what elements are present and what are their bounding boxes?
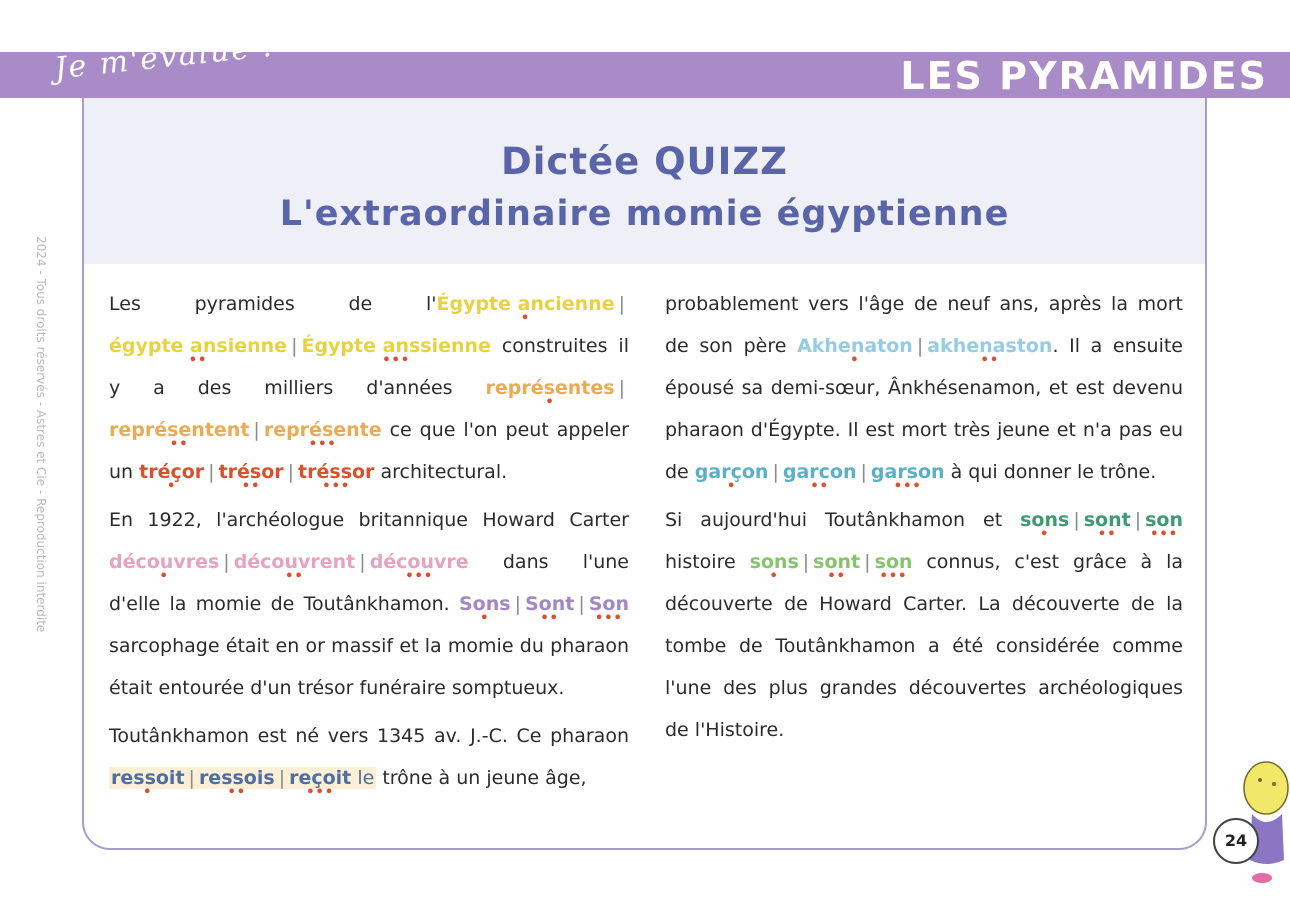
- option-sons3-1[interactable]: sons •: [749, 551, 799, 584]
- dot-marker: ••: [169, 436, 189, 452]
- text-run: à qui donner le trône.: [944, 461, 1157, 483]
- dot-marker: •: [850, 352, 860, 368]
- highlighted-options: [109, 767, 376, 800]
- dot-marker: •: [545, 394, 555, 410]
- dot-marker: •: [726, 478, 737, 494]
- dot-marker: •••: [382, 352, 411, 368]
- quiz-subtitle: L'extraordinaire momie égyptienne: [279, 194, 1010, 234]
- dot-marker: •••: [322, 478, 351, 494]
- separator: |: [208, 461, 215, 483]
- dot-marker: ••: [810, 478, 829, 494]
- dot-marker: ••: [188, 352, 208, 368]
- option-recoit-3[interactable]: reçoit •••: [289, 767, 352, 800]
- text-run: dans l'une d'elle la momie de Toutânkhamon.: [109, 551, 629, 615]
- separator: |: [359, 551, 366, 573]
- option-son1-2[interactable]: Sont ••: [524, 593, 575, 626]
- option-garcon-3[interactable]: garson •••: [870, 461, 945, 494]
- dot-marker: ••: [980, 352, 1000, 368]
- text-run: Si aujourd'hui Toutânkhamon et: [665, 509, 1021, 531]
- option-tresor-3[interactable]: tréssor •••: [298, 461, 375, 494]
- page-number: 24: [1213, 818, 1259, 864]
- dot-marker: •••: [594, 610, 623, 626]
- option-sons3-3[interactable]: son •••: [874, 551, 913, 584]
- dot-marker: •: [1040, 526, 1050, 542]
- option-sons2-2[interactable]: sont ••: [1083, 509, 1131, 542]
- dot-marker: •: [480, 610, 490, 626]
- text-run: En 1922, l'archéologue britannique Howard Carter: [109, 509, 629, 531]
- separator: |: [1073, 509, 1080, 531]
- header-tagline: Je m'évalue !: [52, 28, 279, 87]
- dot-marker: •: [159, 568, 169, 584]
- dot-marker: •••: [308, 436, 337, 452]
- text-run: Toutânkhamon est né vers 1345 av. J.-C. Ce pharaon: [109, 725, 629, 747]
- paragraph-3: [109, 715, 629, 799]
- option-represent-3[interactable]: représente •••: [263, 419, 382, 452]
- separator: |: [188, 767, 195, 789]
- option-sons3-2[interactable]: sont ••: [813, 551, 861, 584]
- separator: |: [860, 461, 867, 483]
- text-run: architectural.: [374, 461, 508, 483]
- text-run: histoire: [665, 551, 750, 573]
- paragraph-2: [109, 499, 629, 709]
- option-son1-1[interactable]: Sons •: [458, 593, 511, 626]
- option-akhenaton-2[interactable]: akhenaston ••: [927, 335, 1053, 368]
- dot-marker: •: [166, 478, 177, 494]
- text-run: ce que l'on peut appeler un: [109, 419, 629, 483]
- dot-marker: ••: [1097, 526, 1117, 542]
- text-run: . Il a ensuite épousé sa demi-sœur, Ânkhésenamon, et est devenu pharaon d'Égypte. Il est mort très jeune et n'a pas eu de: [665, 335, 1183, 483]
- copyright-note: 2024 - Tous droits réservés - Astres et Cie - Reproduction interdite: [34, 236, 48, 633]
- option-represent-1[interactable]: représentes •: [485, 377, 615, 410]
- quiz-title: Dictée QUIZZ: [500, 140, 788, 183]
- option-decouvre-2[interactable]: découvrent ••: [233, 551, 356, 584]
- left-column: [109, 283, 629, 799]
- separator: |: [916, 335, 924, 357]
- option-egypte-1[interactable]: Égypte ancienne •: [436, 293, 615, 326]
- text-run: probablement vers l'âge de neuf ans, après la mort de son père: [665, 293, 1183, 357]
- right-column: [665, 283, 1183, 751]
- separator: |: [618, 377, 625, 399]
- option-garcon-1[interactable]: garçon •: [694, 461, 769, 494]
- section-title: LES PYRAMIDES: [900, 54, 1268, 98]
- dot-marker: •••: [405, 568, 434, 584]
- separator: |: [802, 551, 810, 573]
- dot-marker: ••: [227, 784, 247, 800]
- separator: |: [618, 293, 625, 315]
- option-represent-2[interactable]: représentent ••: [109, 419, 250, 452]
- separator: |: [514, 593, 521, 615]
- dictation-card: [82, 98, 1207, 850]
- separator: |: [1134, 509, 1142, 531]
- text-run: le: [357, 767, 375, 789]
- option-akhenaton-1[interactable]: Akhenaton •: [797, 335, 913, 368]
- text-run: connus, c'est grâce à la découverte de Howard Carter. La découverte de la tombe de Toutânkhamon a été considérée comme l'une des plus grandes découvertes archéologiques de l'Histoire.: [665, 551, 1183, 741]
- dot-marker: •: [520, 310, 531, 326]
- dot-marker: •: [143, 784, 153, 800]
- option-egypte-3[interactable]: Égypte anssienne •••: [301, 335, 491, 368]
- text-run: sarcophage était en or massif et la momie du pharaon était entourée d'un trésor funéraire somptueux.: [109, 635, 629, 699]
- separator: |: [223, 551, 230, 573]
- option-egypte-2[interactable]: égypte ansienne ••: [109, 335, 288, 368]
- option-sons2-1[interactable]: sons •: [1020, 509, 1070, 542]
- separator: |: [578, 593, 585, 615]
- option-son1-3[interactable]: Son •••: [588, 593, 629, 626]
- dot-marker: •: [769, 568, 779, 584]
- dot-marker: •••: [893, 478, 922, 494]
- text-run: trône à un jeune âge,: [376, 767, 587, 789]
- paragraph-4: [665, 283, 1183, 493]
- option-sons2-3[interactable]: son •••: [1145, 509, 1183, 542]
- option-recoit-1[interactable]: ressoit •: [111, 767, 185, 800]
- dot-marker: •••: [1150, 526, 1179, 542]
- dot-marker: •••: [306, 784, 335, 800]
- paragraph-5: [665, 499, 1183, 751]
- option-tresor-1[interactable]: tréçor •: [139, 461, 205, 494]
- dot-marker: ••: [241, 478, 261, 494]
- option-decouvre-1[interactable]: découvres •: [109, 551, 220, 584]
- separator: |: [291, 335, 298, 357]
- separator: |: [772, 461, 779, 483]
- dot-marker: ••: [827, 568, 846, 584]
- paragraph-1: [109, 283, 629, 493]
- dot-marker: ••: [285, 568, 304, 584]
- option-garcon-2[interactable]: garcon ••: [782, 461, 857, 494]
- option-recoit-2[interactable]: ressois ••: [198, 767, 275, 800]
- text-run: construites il y a des milliers d'années: [109, 335, 629, 399]
- separator: |: [864, 551, 871, 573]
- dot-marker: ••: [540, 610, 559, 626]
- option-tresor-2[interactable]: trésor ••: [218, 461, 284, 494]
- separator: |: [287, 461, 295, 483]
- option-decouvre-3[interactable]: découvre •••: [369, 551, 469, 584]
- title-band: [84, 98, 1205, 264]
- separator: |: [278, 767, 286, 789]
- dot-marker: •••: [879, 568, 908, 584]
- text-run: Les pyramides de l': [109, 293, 437, 315]
- separator: |: [253, 419, 260, 441]
